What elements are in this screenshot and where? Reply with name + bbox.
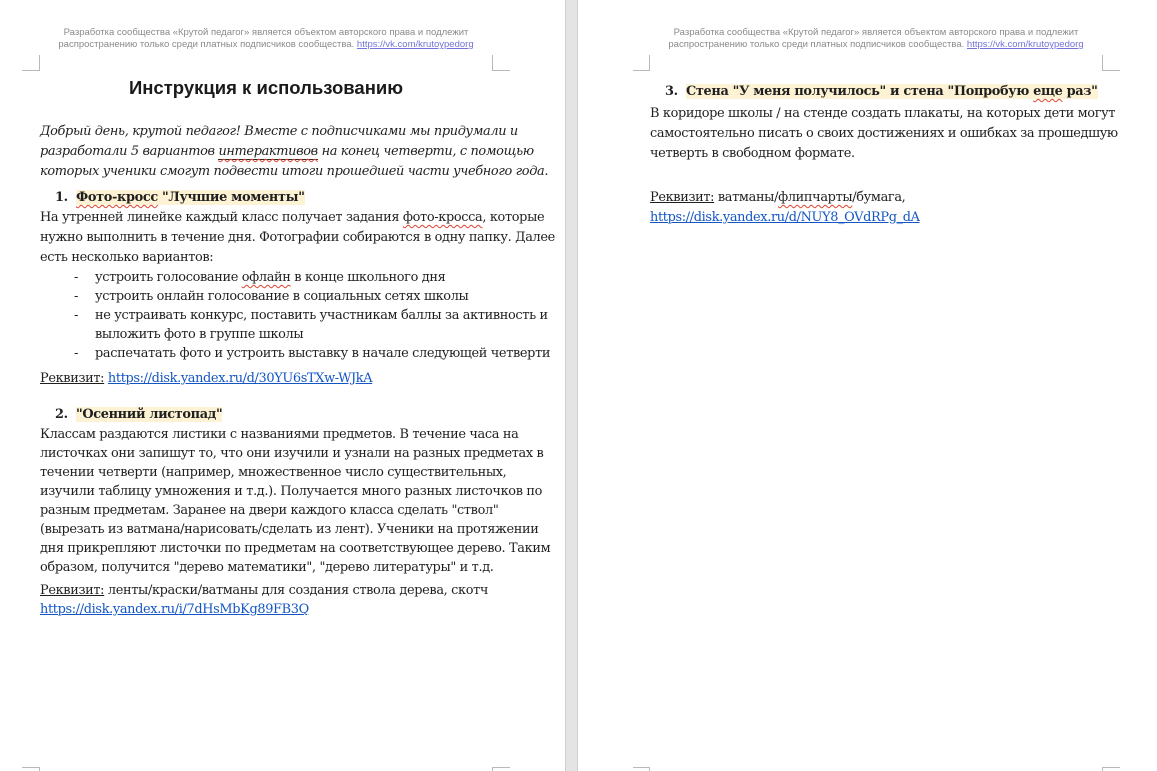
page-gap: [565, 0, 578, 771]
list-item-continuation: выложить фото в группе школы: [95, 327, 304, 342]
options-bullet-list: [40, 268, 551, 363]
section-2-paragraph: Классам раздаются листики с названиями предметов. В течение часа на листочках они запишут то, что они изучили и узнали на разных предметах в течении четверти (например, множественное число существительных, изучили таблицу умножения и т.д.). Получается много разных листочков по разным предметам. Заранее на двери каждого класса сделать "ствол" (вырезать из ватмана/нарисовать/сделать из лент). Ученики на протяжении дня прикрепляют листочки по предметам на соответствующее дерево. Таким образом, получится "дерево математики", "дерево литературы" и т.д.: [40, 427, 551, 575]
list-item: - распечатать фото и устроить выставку в начале следующей четверти: [74, 346, 551, 361]
yandex-disk-link-2[interactable]: https://disk.yandex.ru/i/7dHsMbKg89FB3Q: [40, 602, 309, 617]
vk-community-link[interactable]: https://vk.com/krutoypedorg: [356, 39, 474, 50]
page-2: [578, 0, 1157, 771]
yandex-disk-link-1[interactable]: https://disk.yandex.ru/d/30YU6sTXw-WJkA: [107, 371, 373, 386]
page2-copyright-header: [650, 27, 1102, 51]
underlined-word: [218, 144, 317, 160]
copyright-line-2: распространению только среди платных подписчиков сообщества. https://vk.com/krutoypedorg: [58, 39, 474, 50]
highlighted-heading: Стена "У меня получилось" и стена "Попробую еще раз": [686, 84, 1098, 99]
requisites-1: [40, 369, 502, 389]
requisites-label: Реквизит:: [40, 371, 105, 386]
margin-crop-mark: [633, 767, 650, 771]
spellcheck-word: флипчарты: [778, 190, 853, 205]
margin-crop-mark: [1102, 767, 1120, 771]
copyright-line-1: Разработка сообщества «Крутой педагог» является объектом авторского права и подлежит: [63, 27, 469, 38]
requisites-label: Реквизит:: [650, 190, 715, 205]
requisites-label: Реквизит:: [40, 583, 105, 598]
list-number: 2.: [55, 407, 68, 422]
section-1-paragraph: На утренней линейке каждый класс получает задания фото-кросса, которые нужно выполнить в течение дня. Фотографии собираются в одну папку. Далее есть несколько вариантов:: [40, 210, 555, 265]
requisites-3: Реквизит: ватманы/флипчарты/бумага, https://disk.yandex.ru/d/NUY8_OVdRPg_dA: [650, 190, 920, 225]
margin-crop-mark: [1102, 55, 1120, 71]
bullet-dash: -: [74, 270, 79, 285]
copyright-line-1: Разработка сообщества «Крутой педагог» является объектом авторского права и подлежит: [673, 27, 1079, 38]
page1-copyright-header: [40, 27, 492, 51]
spellcheck-word: фото-кросса: [402, 210, 483, 225]
margin-crop-mark: [492, 767, 510, 771]
bullet-dash: -: [74, 289, 79, 304]
page2-content: [650, 70, 1118, 228]
list-number: 1.: [55, 190, 68, 205]
list-item: - не устраивать конкурс, поставить участникам баллы за активность и: [74, 308, 548, 323]
spellcheck-word: Фото-кросс: [76, 190, 158, 205]
list-number: 3.: [665, 84, 678, 99]
bullet-dash: -: [74, 346, 79, 361]
highlighted-heading: "Осенний листопад": [76, 407, 223, 422]
page-1: [0, 0, 565, 771]
intro-paragraph: Добрый день, крутой педагог! Вместе с подписчиками мы придумали и разработали 5 вариантов интерактивов на конец четверти, с помощью которых ученики смогут подвести итоги прошедшей части учебного года.: [40, 124, 549, 179]
spellcheck-word: офлайн: [241, 270, 291, 285]
section-3-heading: [650, 82, 1112, 102]
page1-content: [40, 112, 555, 619]
margin-crop-mark: [22, 767, 40, 771]
highlighted-heading: Фото-кросс "Лучшие моменты": [76, 190, 305, 205]
section-2-heading: [40, 405, 502, 425]
yandex-disk-link-3[interactable]: https://disk.yandex.ru/d/NUY8_OVdRPg_dA: [650, 210, 920, 225]
spellcheck-word: еще: [1033, 84, 1063, 99]
copyright-line-2: распространению только среди платных подписчиков сообщества. https://vk.com/krutoypedorg: [668, 39, 1084, 50]
section-3-paragraph: В коридоре школы / на стенде создать плакаты, на которых дети могут самостоятельно писать о своих достижениях и ошибках за прошедшую четверть в свободном формате.: [650, 106, 1118, 161]
margin-crop-mark: [492, 55, 510, 71]
vk-community-link[interactable]: https://vk.com/krutoypedorg: [966, 39, 1084, 50]
requisites-2: Реквизит: ленты/краски/ватманы для создания ствола дерева, скотч https://disk.yandex.ru/i/7dHsMbKg89FB3Q: [40, 583, 489, 617]
bullet-dash: -: [74, 308, 79, 323]
list-item: - устроить онлайн голосование в социальных сетях школы: [74, 289, 469, 304]
list-item: - устроить голосование офлайн в конце школьного дня: [74, 270, 446, 285]
margin-crop-mark: [22, 55, 40, 71]
spellcheck-word: интерактивов: [218, 144, 318, 159]
section-1-heading: [40, 188, 502, 208]
margin-crop-mark: [633, 55, 650, 71]
page-title: Инструкция к использованию: [128, 77, 404, 98]
